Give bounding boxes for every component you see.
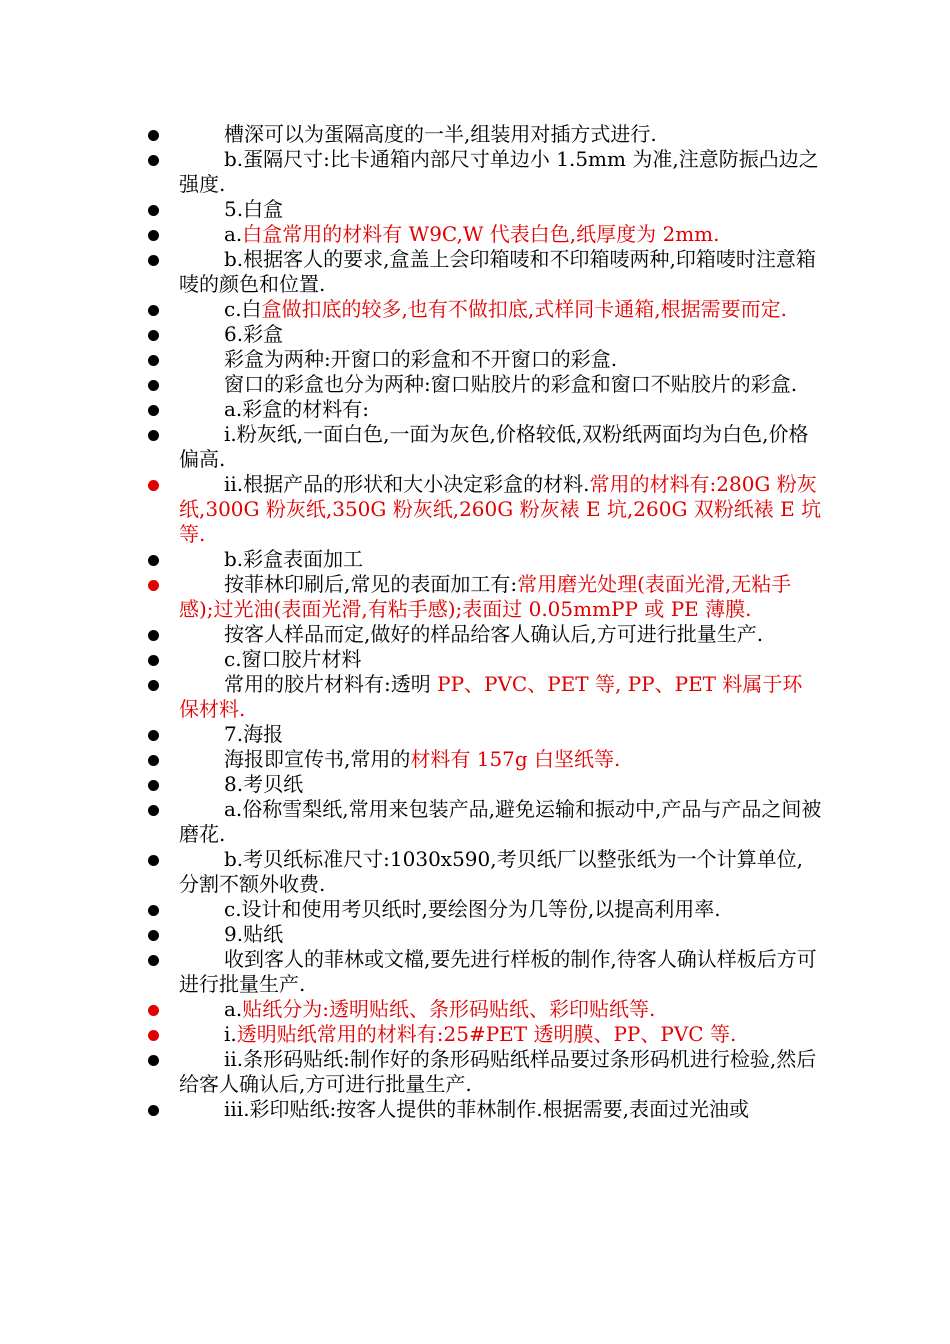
bullet-icon bbox=[148, 780, 159, 791]
list-item bbox=[142, 547, 822, 572]
list-item bbox=[142, 722, 822, 747]
body-text: 收到客人的菲林或文檔,要先进行样板的制作,待客人确认样板后方可进行批量生产. bbox=[179, 947, 817, 996]
bullet-icon bbox=[148, 130, 159, 141]
bullet-icon bbox=[148, 630, 159, 641]
list-item bbox=[142, 297, 822, 322]
list-item bbox=[142, 772, 822, 797]
list-item-text bbox=[179, 347, 822, 372]
bullet-icon bbox=[148, 305, 159, 316]
highlighted-text: 贴纸分为:透明贴纸、条形码贴纸、彩印贴纸等. bbox=[242, 997, 656, 1021]
body-text: 彩盒为两种:开窗口的彩盒和不开窗口的彩盒. bbox=[224, 347, 618, 371]
body-text: a. bbox=[224, 222, 243, 246]
bullet-list bbox=[142, 122, 822, 1122]
bullet-icon bbox=[148, 430, 159, 441]
body-text: b.蛋隔尺寸:比卡通箱内部尺寸单边小 1.5mm 为准,注意防振凸边之强度. bbox=[179, 147, 819, 196]
body-text: ii.根据产品的形状和大小决定彩盒的材料. bbox=[224, 472, 590, 496]
list-item-text bbox=[179, 147, 822, 197]
list-item-text bbox=[179, 297, 822, 322]
body-text: c.窗口胶片材料 bbox=[224, 647, 362, 671]
highlighted-text: 常用的材料有:280G 粉灰纸,300G 粉灰纸,350G 粉灰纸,260G 粉灰裱 E 坑,260G 双粉纸裱 E 坑等. bbox=[179, 472, 822, 546]
list-item-text bbox=[179, 222, 822, 247]
body-text: 常用的胶片材料有:透明 bbox=[224, 672, 438, 696]
highlighted-text: 常用磨光处理(表面光滑,无粘手感);过光油(表面光滑,有粘手感);表面过 0.05mmPP 或 PE 薄膜. bbox=[179, 572, 792, 621]
bullet-icon bbox=[148, 380, 159, 391]
body-text: 9.贴纸 bbox=[224, 922, 284, 946]
body-text: b.彩盒表面加工 bbox=[224, 547, 364, 571]
list-item-text bbox=[179, 922, 822, 947]
body-text: i. bbox=[224, 1022, 237, 1046]
bullet-icon bbox=[148, 805, 159, 816]
list-item-text bbox=[179, 1047, 822, 1097]
body-text: a. bbox=[224, 997, 243, 1021]
list-item-text bbox=[179, 397, 822, 422]
list-item bbox=[142, 422, 822, 472]
body-text: b.根据客人的要求,盒盖上会印箱唛和不印箱唛两种,印箱唛时注意箱唛的颜色和位置. bbox=[179, 247, 816, 296]
list-item-text bbox=[179, 372, 822, 397]
list-item bbox=[142, 1022, 822, 1047]
list-item bbox=[142, 572, 822, 622]
bullet-icon bbox=[148, 155, 159, 166]
list-item-text bbox=[179, 997, 822, 1022]
bullet-icon bbox=[148, 680, 159, 691]
list-item-text bbox=[179, 322, 822, 347]
list-item bbox=[142, 122, 822, 147]
bullet-icon bbox=[148, 1005, 159, 1016]
list-item bbox=[142, 747, 822, 772]
list-item bbox=[142, 247, 822, 297]
list-item bbox=[142, 922, 822, 947]
bullet-icon bbox=[148, 480, 159, 491]
list-item bbox=[142, 472, 822, 547]
bullet-icon bbox=[148, 955, 159, 966]
body-text: a.俗称雪梨纸,常用来包装产品,避免运输和振动中,产品与产品之间被磨花. bbox=[179, 797, 822, 846]
bullet-icon bbox=[148, 230, 159, 241]
list-item-text bbox=[179, 197, 822, 222]
list-item bbox=[142, 147, 822, 197]
bullet-icon bbox=[148, 1055, 159, 1066]
list-item-text bbox=[179, 122, 822, 147]
body-text: 8.考贝纸 bbox=[224, 772, 304, 796]
list-item bbox=[142, 897, 822, 922]
highlighted-text: PP、PVC、PET 等, PP、PET 料属于环保材料. bbox=[179, 672, 803, 721]
list-item-text bbox=[179, 847, 822, 897]
list-item bbox=[142, 647, 822, 672]
bullet-icon bbox=[148, 730, 159, 741]
list-item bbox=[142, 1047, 822, 1097]
list-item-text bbox=[179, 572, 822, 622]
list-item-text bbox=[179, 1097, 822, 1122]
list-item-text bbox=[179, 1022, 822, 1047]
body-text: c.白 bbox=[224, 297, 262, 321]
list-item bbox=[142, 397, 822, 422]
bullet-icon bbox=[148, 1105, 159, 1116]
list-item-text bbox=[179, 247, 822, 297]
list-item-text bbox=[179, 722, 822, 747]
list-item bbox=[142, 222, 822, 247]
list-item bbox=[142, 847, 822, 897]
list-item-text bbox=[179, 897, 822, 922]
list-item-text bbox=[179, 747, 822, 772]
bullet-icon bbox=[148, 855, 159, 866]
body-text: 窗口的彩盒也分为两种:窗口贴胶片的彩盒和窗口不贴胶片的彩盒. bbox=[224, 372, 798, 396]
body-text: 按客人样品而定,做好的样品给客人确认后,方可进行批量生产. bbox=[224, 622, 764, 646]
body-text: ii.条形码贴纸:制作好的条形码贴纸样品要过条形码机进行检验,然后给客人确认后,方可进行批量生产. bbox=[179, 1047, 817, 1096]
bullet-icon bbox=[148, 580, 159, 591]
list-item bbox=[142, 322, 822, 347]
list-item bbox=[142, 947, 822, 997]
bullet-icon bbox=[148, 905, 159, 916]
highlighted-text: 材料有 157g 白坚纸等. bbox=[410, 747, 621, 771]
highlighted-text: 盒做扣底的较多,也有不做扣底,式样同卡通箱,根据需要而定. bbox=[261, 297, 787, 321]
list-item bbox=[142, 997, 822, 1022]
list-item bbox=[142, 197, 822, 222]
list-item bbox=[142, 372, 822, 397]
bullet-icon bbox=[148, 1030, 159, 1041]
bullet-icon bbox=[148, 255, 159, 266]
body-text: iii.彩印贴纸:按客人提供的菲林制作.根据需要,表面过光油或 bbox=[224, 1097, 749, 1121]
list-item bbox=[142, 622, 822, 647]
body-text: c.设计和使用考贝纸时,要绘图分为几等份,以提高利用率. bbox=[224, 897, 721, 921]
body-text: 5.白盒 bbox=[224, 197, 284, 221]
bullet-icon bbox=[148, 355, 159, 366]
list-item-text bbox=[179, 472, 822, 547]
bullet-icon bbox=[148, 655, 159, 666]
body-text: 7.海报 bbox=[224, 722, 284, 746]
bullet-icon bbox=[148, 405, 159, 416]
body-text: i.粉灰纸,一面白色,一面为灰色,价格较低,双粉纸两面均为白色,价格偏高. bbox=[179, 422, 809, 471]
list-item-text bbox=[179, 622, 822, 647]
bullet-icon bbox=[148, 930, 159, 941]
list-item bbox=[142, 672, 822, 722]
list-item bbox=[142, 797, 822, 847]
body-text: 按菲林印刷后,常见的表面加工有: bbox=[224, 572, 518, 596]
bullet-icon bbox=[148, 555, 159, 566]
list-item-text bbox=[179, 797, 822, 847]
highlighted-text: 白盒常用的材料有 W9C,W 代表白色,纸厚度为 2mm. bbox=[242, 222, 720, 246]
bullet-icon bbox=[148, 330, 159, 341]
highlighted-text: 透明贴纸常用的材料有:25#PET 透明膜、PP、PVC 等. bbox=[236, 1022, 737, 1046]
body-text: b.考贝纸标准尺寸:1030x590,考贝纸厂以整张纸为一个计算单位,分割不额外收费. bbox=[179, 847, 803, 896]
list-item-text bbox=[179, 422, 822, 472]
list-item-text bbox=[179, 772, 822, 797]
list-item bbox=[142, 347, 822, 372]
list-item bbox=[142, 1097, 822, 1122]
body-text: 槽深可以为蛋隔高度的一半,组装用对插方式进行. bbox=[224, 122, 657, 146]
list-item-text bbox=[179, 647, 822, 672]
bullet-icon bbox=[148, 755, 159, 766]
bullet-icon bbox=[148, 205, 159, 216]
list-item-text bbox=[179, 547, 822, 572]
list-item-text bbox=[179, 947, 822, 997]
body-text: 6.彩盒 bbox=[224, 322, 284, 346]
body-text: 海报即宣传书,常用的 bbox=[224, 747, 411, 771]
body-text: a.彩盒的材料有: bbox=[224, 397, 370, 421]
list-item-text bbox=[179, 672, 822, 722]
